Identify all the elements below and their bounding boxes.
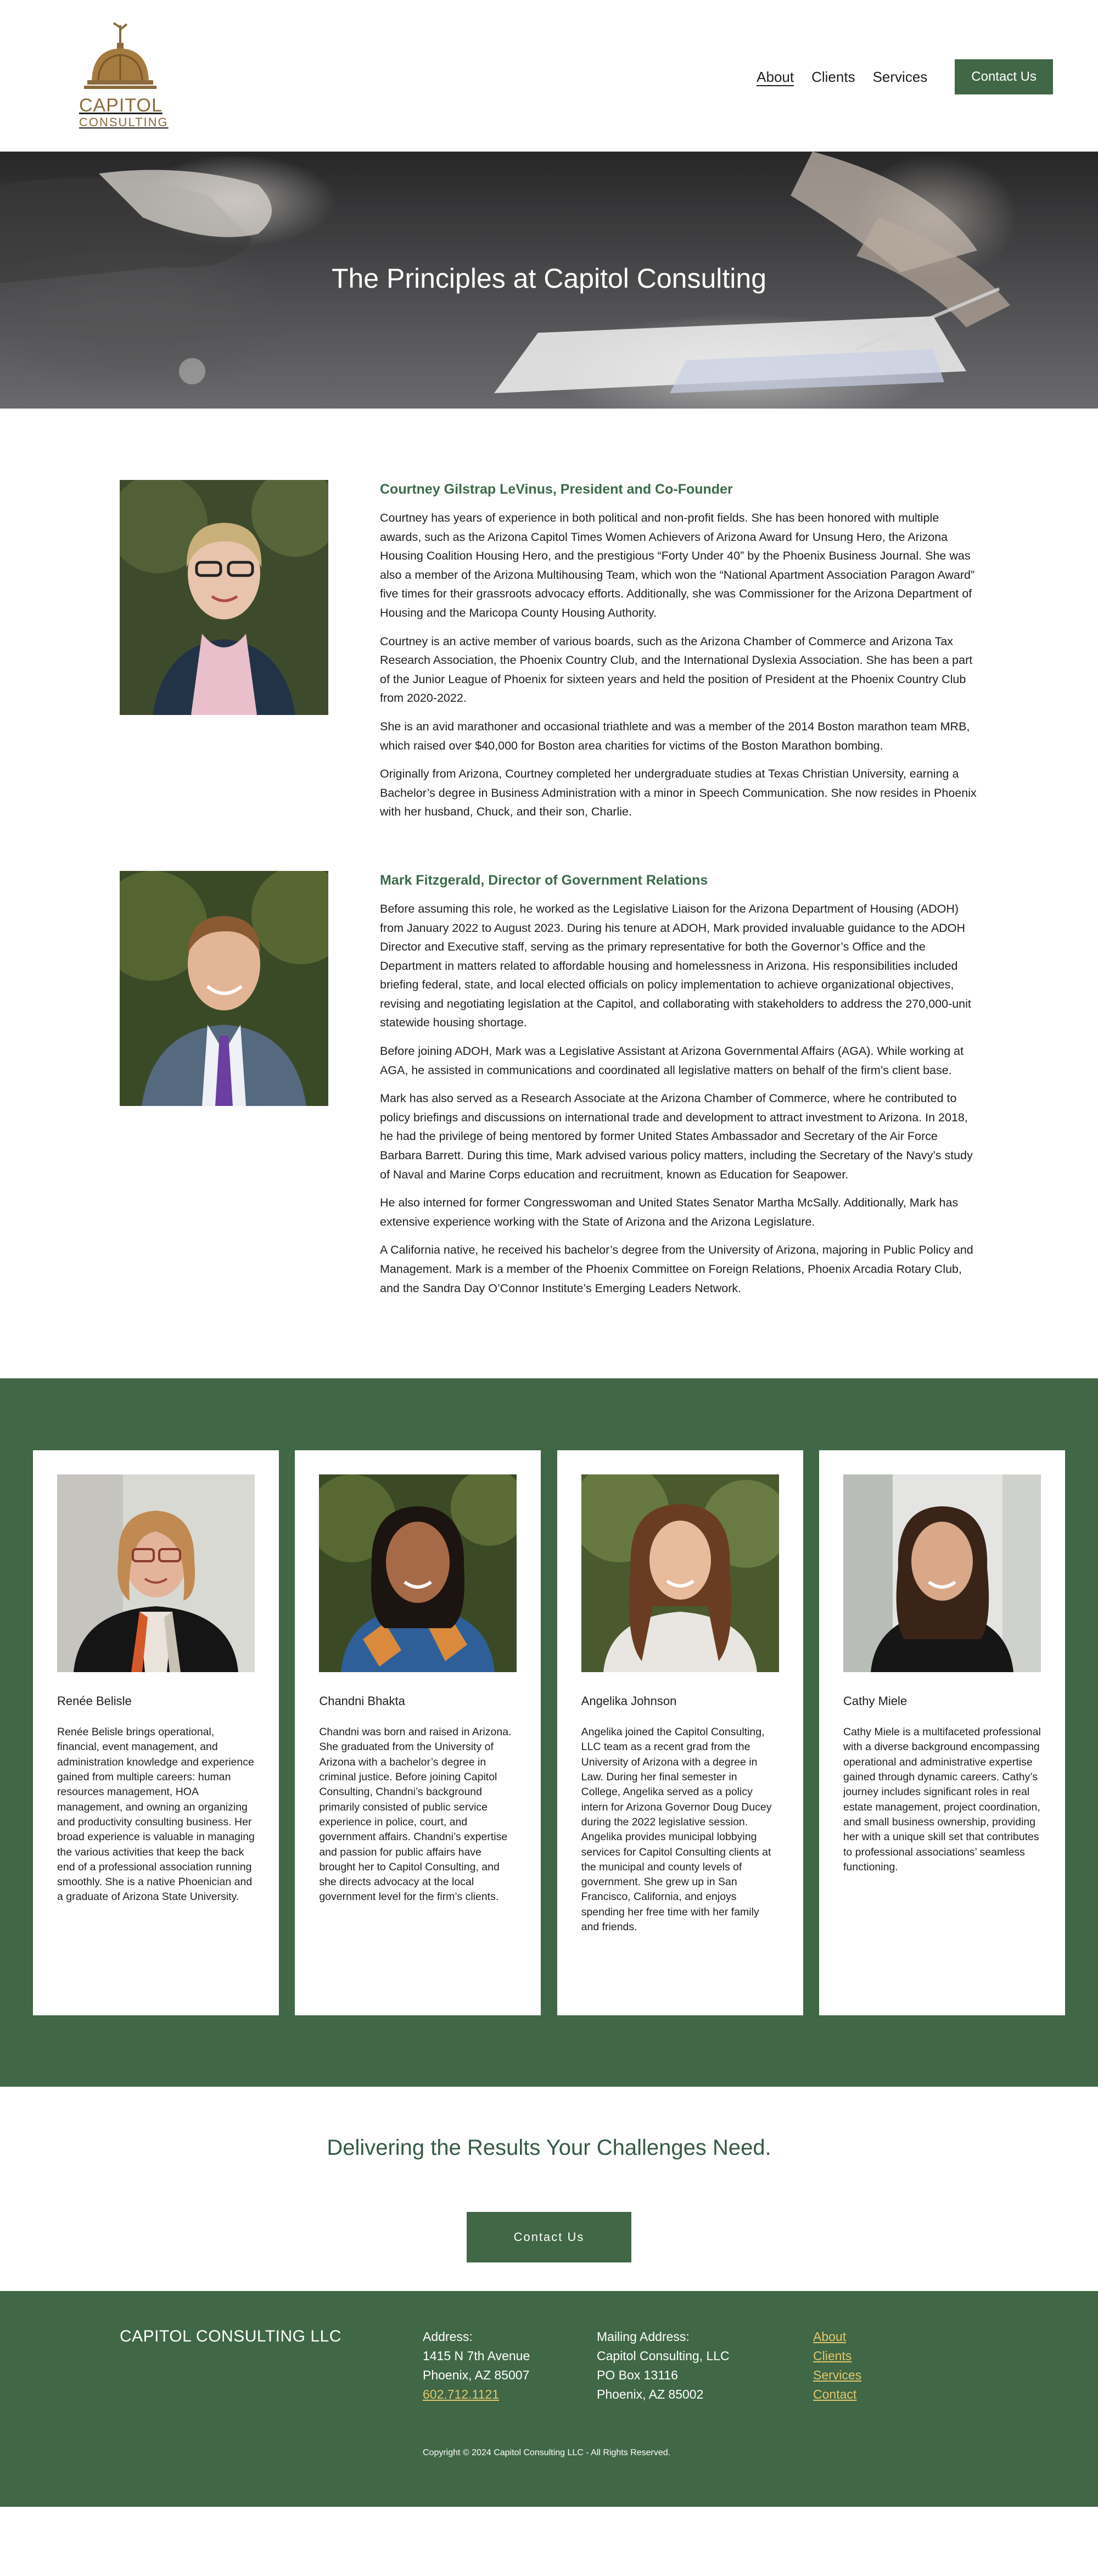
logo-subtitle: CONSULTING [79, 115, 169, 129]
footer-address [423, 2327, 530, 2404]
team-member-bio: Cathy Miele is a multifaceted professional with a diverse background encompassing operational and administrative expertise gained through dynamic careers. Cathy’s journey includes significant roles in real estate management, project coordination, and small business ownership, providing her with a unique skill set that contributes to professional associations’ seamless functioning. [843, 1726, 1041, 1873]
bio-paragraph: She is an avid marathoner and occasional triathlete and was a member of the 2014 Boston marathon team MRB, which raised over $40,000 for Boston area charities for victims of the Boston Marathon bombing. [380, 719, 970, 752]
cathy-portrait-photo [843, 1474, 1041, 1672]
footer-link-about[interactable]: About [813, 2329, 847, 2344]
team-member-bio: Renée Belisle brings operational, financial, event management, and administration knowledge and experience gained from multiple careers: human resources management, HOA management, and owning an organizing and productivity consulting business. Her broad experience is valuable in managing the various activities that keep the back end of a professional association running smoothly. She is a native Phoenician and a graduate of Arizona State University. [57, 1726, 255, 1903]
principal-courtney [0, 480, 1098, 822]
cta-heading: Delivering the Results Your Challenges Need. [327, 2136, 771, 2160]
principal-mark [0, 871, 1098, 1298]
bio-paragraph: Courtney has years of experience in both political and non-profit fields. She has been honored with multiple awards, such as the Arizona Capitol Times Women Achievers of Arizona Award for Unsung Hero, the Arizona Housing Coalition Housing Hero, and the prestigious “Forty Under 40” by the Phoenix Business Journal. She was also a member of the Arizona Multihousing Team, which won the “National Apartment Association Paragon Award” five times for their grassroots advocacy efforts. Additionally, she was Commissioner for the Arizona Department of Housing and the Maricopa County Housing Authority. [380, 511, 975, 619]
footer-link-contact[interactable]: Contact [813, 2387, 857, 2402]
team-grid [33, 1450, 1065, 2015]
angelika-portrait-photo [581, 1474, 779, 1672]
principal-courtney-body [380, 480, 981, 822]
cta-section [0, 2087, 1098, 2291]
address-label: Address: [423, 2329, 473, 2344]
bio-paragraph: Before assuming this role, he worked as the Legislative Liaison for the Arizona Department of Housing (ADOH) from January 2022 to August 2023. During his tenure at ADOH, Mark provided invaluable guidance to the ADOH Director and Executive staff, serving as the primary representative for both the Governor’s Office and the Department in matters related to affordable housing and homelessness in Arizona. His responsibilities included briefing federal, state, and local elected officials on policy implementation to achieve organizational objectives, revising and negotiating legislation at the Capitol, and collaborating with stakeholders to address the 270,000-unit statewide housing shortage. [380, 902, 971, 1030]
chandni-portrait-photo [319, 1474, 517, 1672]
mailing-line: Phoenix, AZ 85002 [597, 2387, 704, 2402]
team-card-cathy [819, 1450, 1065, 2015]
team-section [0, 1378, 1098, 2087]
team-member-name: Chandni Bhakta [319, 1694, 405, 1708]
footer-link-services[interactable]: Services [813, 2368, 862, 2383]
contact-us-button[interactable]: Contact Us [955, 59, 1053, 94]
nav-about[interactable]: About [757, 68, 794, 85]
courtney-portrait-photo [120, 480, 328, 715]
footer-nav [813, 2327, 861, 2404]
footer-link-clients[interactable]: Clients [813, 2349, 852, 2363]
address-line: Phoenix, AZ 85007 [423, 2368, 530, 2383]
contact-us-cta-button[interactable]: Contact Us [467, 2212, 631, 2262]
team-member-bio: Chandni was born and raised in Arizona. She graduated from the University of Arizona with a bachelor’s degree in criminal justice. Before joining Capitol Consulting, Chandni’s background primarily consisted of public service experience in police, court, and government affairs. Chandni’s expertise and passion for public affairs have brought her to Capitol Consulting, and she directs advocacy at the local government level for the firm’s clients. [319, 1726, 512, 1903]
principal-mark-body [380, 871, 981, 1298]
footer-mailing-address [597, 2327, 730, 2404]
principal-name: Mark Fitzgerald, Director of Government Relations [380, 872, 708, 888]
team-card-chandni [295, 1450, 541, 2015]
mailing-line: Capitol Consulting, LLC [597, 2349, 730, 2363]
team-member-name: Renée Belisle [57, 1694, 132, 1708]
bio-paragraph: Originally from Arizona, Courtney completed her undergraduate studies at Texas Christian University, earning a Bachelor’s degree in Business Administration with a minor in Speech Communication. She now resides in Phoenix with her husband, Chuck, and their son, Charlie. [380, 767, 977, 819]
footer-brand: CAPITOL CONSULTING LLC [120, 2327, 341, 2346]
bio-paragraph: A California native, he received his bachelor’s degree from the University of Arizona, majoring in Public Policy and Management. Mark is a member of the Phoenix Committee on Foreign Relations, Phoenix Arcadia Rotary Club, and the Sandra Day O’Connor Institute’s Emerging Leaders Network. [380, 1243, 973, 1295]
logo[interactable] [79, 22, 169, 130]
mark-portrait-photo [120, 871, 328, 1106]
site-footer [0, 2291, 1098, 2507]
nav-services[interactable]: Services [872, 68, 928, 85]
team-member-name: Cathy Miele [843, 1694, 907, 1708]
principals-section [0, 409, 1098, 1378]
principal-name: Courtney Gilstrap LeVinus, President and Co-Founder [380, 482, 733, 497]
bio-paragraph: Mark has also served as a Research Associate at the Arizona Chamber of Commerce, where he contributed to policy briefings and discussions on international trade and development to attract investment to Arizona. In 2018, he had the privilege of being mentored by former United States Ambassador and Secretary of the Air Force Barbara Barrett. During this time, Mark advised various policy matters, including the Secretary of the Navy’s study of Naval and Marine Corps education and recruitment, known as Education for Seapower. [380, 1092, 973, 1181]
team-card-angelika [557, 1450, 803, 2015]
capitol-dome-logo-icon [82, 22, 159, 93]
site-header [0, 0, 1098, 152]
main-nav [757, 59, 1053, 94]
team-member-name: Angelika Johnson [581, 1694, 677, 1708]
renee-portrait-photo [57, 1474, 255, 1672]
address-line: 1415 N 7th Avenue [423, 2349, 530, 2363]
team-member-bio: Angelika joined the Capitol Consulting, LLC team as a recent grad from the University of Arizona with a degree in Law. During her final semester in College, Angelika served as a policy intern for Arizona Governor Doug Ducey during the 2022 legislative session. Angelika provides municipal lobbying services for Capitol Consulting clients at the municipal and county levels of government. She grew up in San Francisco, California, and enjoys spending her free time with her family and friends. [581, 1726, 772, 1934]
team-card-renee [33, 1450, 279, 2015]
mailing-line: PO Box 13116 [597, 2368, 678, 2383]
page-title: The Principles at Capitol Consulting [331, 263, 767, 294]
hero-banner [0, 152, 1098, 409]
bio-paragraph: Before joining ADOH, Mark was a Legislative Assistant at Arizona Governmental Affairs (AGA). While working at AGA, he assisted in communications and coordinated all legislative matters on behalf of the firm’s client base. [380, 1044, 964, 1077]
bio-paragraph: He also interned for former Congresswoman and United States Senator Martha McSally. Additionally, Mark has extensive experience working with the State of Arizona and the Arizona Legislature. [380, 1196, 959, 1228]
bio-paragraph: Courtney is an active member of various boards, such as the Arizona Chamber of Commerce and Arizona Tax Research Association, the Phoenix Country Club, and the International Dyslexia Association. She has been a part of the Junior League of Phoenix for sixteen years and held the position of President at the Phoenix Country Club from 2020-2022. [380, 634, 973, 705]
mailing-label: Mailing Address: [597, 2329, 690, 2344]
copyright-text: Copyright © 2024 Capitol Consulting LLC - All Rights Reserved. [423, 2448, 671, 2458]
phone-link[interactable]: 602.712.1121 [423, 2387, 499, 2402]
logo-title: CAPITOL [79, 95, 163, 116]
nav-clients[interactable]: Clients [811, 68, 855, 85]
